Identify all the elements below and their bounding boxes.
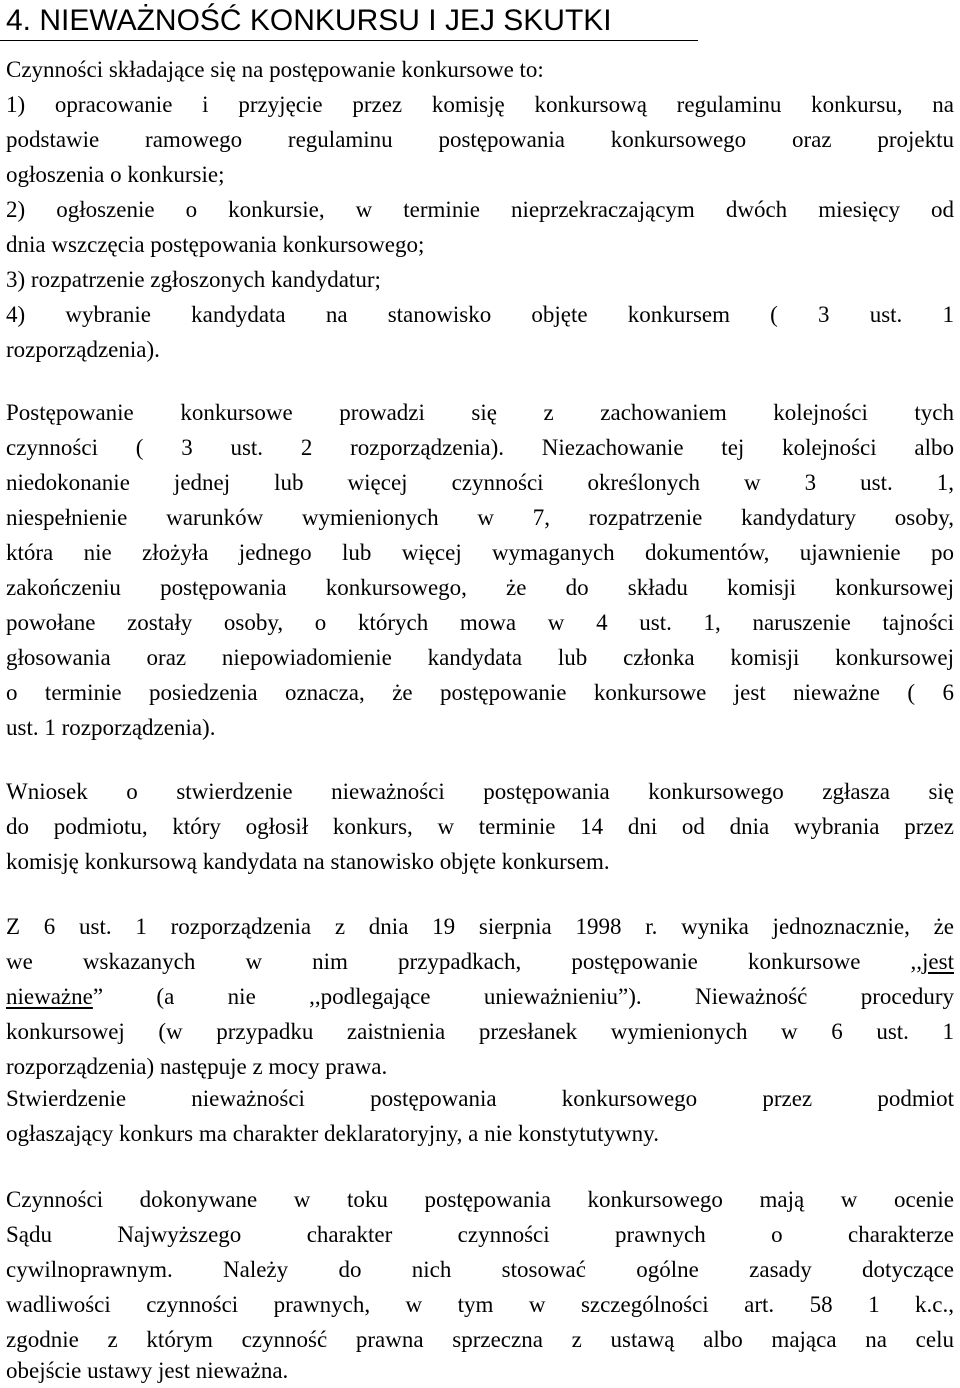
text-line: zgodnie z którym czynność prawna sprzeczna z ustawą albo mająca na celu: [6, 1327, 954, 1352]
text-line: do podmiotu, który ogłosił konkurs, w terminie 14 dni od dnia wybrania przez: [6, 814, 954, 839]
text-segment: we wskazanych w nim przypadkach, postępowanie konkursowe ,,: [6, 949, 923, 974]
text-line: obejście ustawy jest nieważna.: [6, 1358, 289, 1383]
text-line: o terminie posiedzenia oznacza, że postępowanie konkursowe jest nieważne ( 6: [6, 680, 954, 705]
text-line: [6, 982, 954, 1012]
text-line: Z 6 ust. 1 rozporządzenia z dnia 19 sierpnia 1998 r. wynika jednoznacznie, że: [6, 914, 954, 939]
text-line: [6, 947, 954, 977]
text-line: cywilnoprawnym. Należy do nich stosować ogólne zasady dotyczące: [6, 1257, 954, 1282]
text-line: 1) opracowanie i przyjęcie przez komisję konkursową regulaminu konkursu, na: [6, 92, 954, 117]
text-line: rozporządzenia) następuje z mocy prawa.: [6, 1054, 388, 1079]
text-line: Stwierdzenie nieważności postępowania konkursowego przez podmiot: [6, 1086, 954, 1111]
text-line: czynności ( 3 ust. 2 rozporządzenia). Niezachowanie tej kolejności albo: [6, 435, 954, 460]
text-line: głosowania oraz niepowiadomienie kandydata lub członka komisji konkursowej: [6, 645, 954, 670]
underlined-text: nieważne: [6, 984, 93, 1009]
section-heading: 4. NIEWAŻNOŚĆ KONKURSU I JEJ SKUTKI: [6, 4, 612, 37]
text-line: dnia wszczęcia postępowania konkursowego;: [6, 232, 425, 257]
text-line: Czynności dokonywane w toku postępowania konkursowego mają w ocenie: [6, 1187, 954, 1212]
heading-underline: [0, 40, 698, 41]
text-line: konkursowej (w przypadku zaistnienia przesłanek wymienionych w 6 ust. 1: [6, 1019, 954, 1044]
text-line: 4) wybranie kandydata na stanowisko objęte konkursem ( 3 ust. 1: [6, 302, 954, 327]
text-line: ust. 1 rozporządzenia).: [6, 715, 216, 740]
text-line: Wniosek o stwierdzenie nieważności postępowania konkursowego zgłasza się: [6, 779, 954, 804]
text-line: Czynności składające się na postępowanie konkursowe to:: [6, 57, 544, 82]
text-line: która nie złożyła jednego lub więcej wymaganych dokumentów, ujawnienie po: [6, 540, 954, 565]
text-line: komisję konkursową kandydata na stanowisko objęte konkursem.: [6, 849, 610, 874]
text-line: powołane zostały osoby, o których mowa w 4 ust. 1, naruszenie tajności: [6, 610, 954, 635]
text-line: niespełnienie warunków wymienionych w 7, rozpatrzenie kandydatury osoby,: [6, 505, 954, 530]
text-line: rozporządzenia).: [6, 337, 160, 362]
text-line: podstawie ramowego regulaminu postępowania konkursowego oraz projektu: [6, 127, 954, 152]
text-line: zakończeniu postępowania konkursowego, że do składu komisji konkursowej: [6, 575, 954, 600]
text-line: ogłoszenia o konkursie;: [6, 162, 225, 187]
text-segment: ” (a nie ,,podlegające unieważnieniu”). Nieważność procedury: [92, 984, 954, 1009]
text-line: 3) rozpatrzenie zgłoszonych kandydatur;: [6, 267, 381, 292]
text-line: wadliwości czynności prawnych, w tym w szczególności art. 58 1 k.c.,: [6, 1292, 954, 1317]
text-line: 2) ogłoszenie o konkursie, w terminie nieprzekraczającym dwóch miesięcy od: [6, 197, 954, 222]
text-line: Sądu Najwyższego charakter czynności prawnych o charakterze: [6, 1222, 954, 1247]
text-line: niedokonanie jednej lub więcej czynności określonych w 3 ust. 1,: [6, 470, 954, 495]
underlined-text: jest: [922, 949, 954, 974]
text-line: ogłaszający konkurs ma charakter deklaratoryjny, a nie konstytutywny.: [6, 1121, 659, 1146]
text-line: Postępowanie konkursowe prowadzi się z zachowaniem kolejności tych: [6, 400, 954, 425]
